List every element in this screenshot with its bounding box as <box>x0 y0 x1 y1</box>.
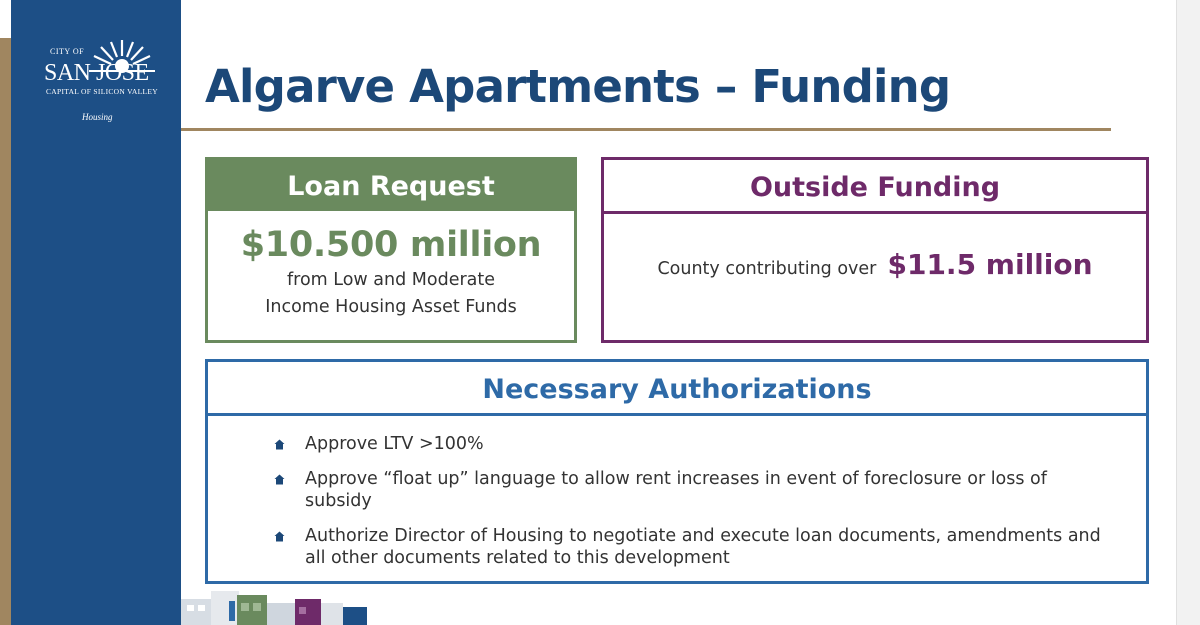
authorization-text: Approve LTV >100% <box>305 434 484 454</box>
outside-funding-text: County contributing over <box>657 259 877 279</box>
outside-funding-heading: Outside Funding <box>604 160 1146 214</box>
authorization-text: Approve “float up” language to allow rent increases in event of foreclosure or loss of subsidy <box>305 469 1047 511</box>
list-item <box>274 525 1104 569</box>
slide-title: Algarve Apartments – Funding <box>205 60 951 113</box>
window-gutter <box>1176 0 1200 625</box>
loan-request-box <box>205 157 577 343</box>
house-bullet-icon <box>274 439 285 450</box>
house-bullet-icon <box>274 474 285 485</box>
gold-accent-strip <box>0 38 11 625</box>
logo-city-of: CITY OF <box>50 47 85 56</box>
buildings-illustration <box>181 585 371 625</box>
title-rule <box>181 128 1111 131</box>
logo-department: Housing <box>82 112 113 122</box>
loan-description-line2: Income Housing Asset Funds <box>265 297 517 317</box>
authorizations-heading: Necessary Authorizations <box>208 362 1146 416</box>
authorization-text: Authorize Director of Housing to negotiate and execute loan documents, amendments and all other documents related to this development <box>305 526 1101 568</box>
outside-funding-body <box>604 248 1146 281</box>
house-bullet-icon <box>274 531 285 542</box>
logo-city-name: SAN JOSE <box>44 60 149 86</box>
city-logo <box>30 38 164 128</box>
outside-funding-amount: $11.5 million <box>887 248 1093 281</box>
list-item <box>274 433 1104 455</box>
logo-tagline: CAPITAL OF SILICON VALLEY <box>46 87 158 96</box>
loan-description-line1: from Low and Moderate <box>286 270 496 290</box>
outside-funding-box <box>601 157 1149 343</box>
list-item <box>274 468 1104 512</box>
loan-request-amount: $10.500 million <box>240 225 542 265</box>
authorizations-box <box>205 359 1149 584</box>
loan-request-heading: Loan Request <box>208 160 574 211</box>
authorizations-list <box>274 433 1104 582</box>
loan-request-description <box>208 267 574 321</box>
